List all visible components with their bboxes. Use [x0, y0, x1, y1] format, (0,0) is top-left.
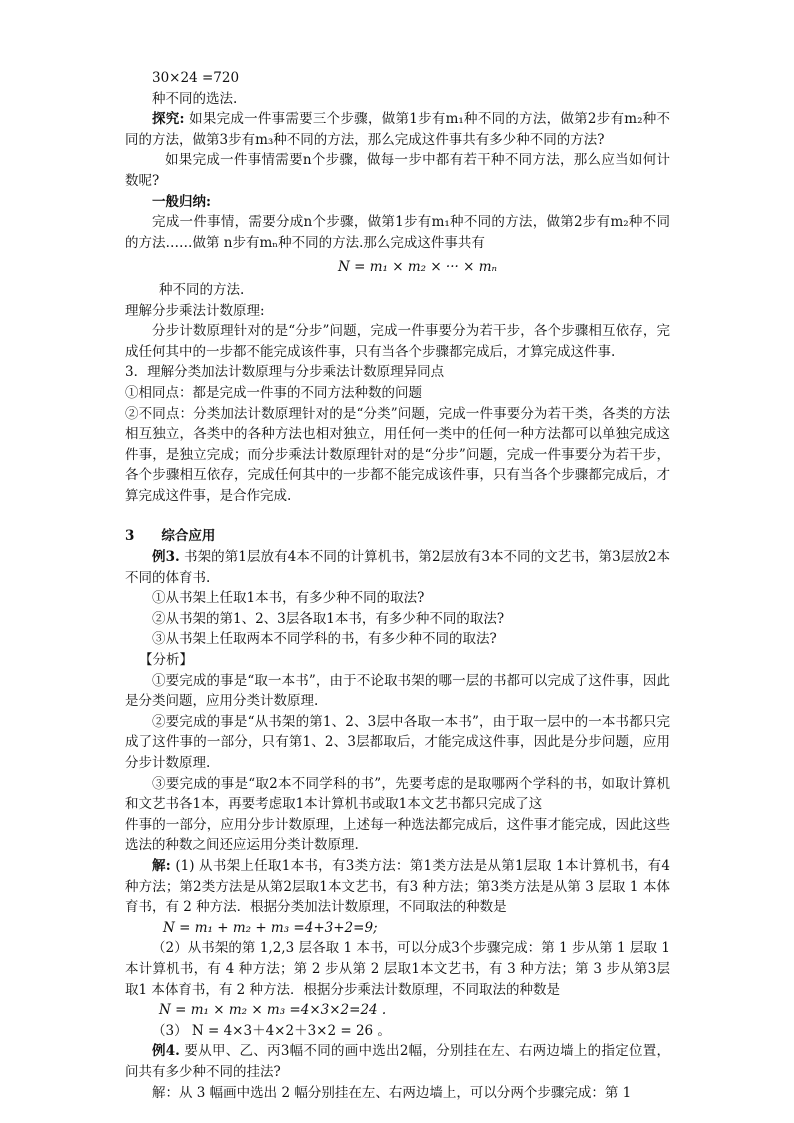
solution-part-3: （3） N = 4×3＋4×2＋3×2 = 26 。 [152, 1022, 391, 1039]
section-heading: 3．理解分类加法计数原理与分步乘法计数原理异同点 [125, 364, 445, 381]
analysis-paragraph-1: ①要完成的事是“取一本书”，由于不论取书架的哪一层的书都可以完成了这件事，因此是分类问题，应用分类计数原理. [125, 672, 670, 710]
section-heading: 理解分步乘法计数原理: [125, 302, 265, 319]
spacer [125, 506, 670, 526]
question-item-3: ③从书架上任取两本不同学科的书，有多少种不同的取法? [152, 631, 497, 648]
explore-label: 探究: [152, 111, 185, 128]
solution-text-1: (1) 从书架上任取1本书，有3类方法：第1类方法是从第1层取 1本计算机书，有4种方法；第2类方法是从第2层取1本文艺书，有3 种方法；第3类方法是从第 3 层取 1 本体育书，有 2 种方法．根据分类加法计数原理，不同取法的种数是 [125, 857, 670, 916]
solution-paragraph-1 [125, 856, 670, 918]
similarity-paragraph: ①相同点：都是完成一件事的不同方法种数的问题 [125, 384, 422, 401]
example3-paragraph [125, 547, 670, 588]
calc-line: 30×24 =720 [152, 70, 240, 86]
example4-paragraph [125, 1041, 670, 1082]
example4-solution: 解：从 3 幅画中选出 2 幅分别挂在左、右两边墙上，可以分两个步骤完成：第 1 [152, 1084, 632, 1101]
example4-text: 要从甲、乙、丙3幅不同的画中选出2幅，分别挂在左、右两边墙上的指定位置，问共有多少种不同的挂法? [125, 1043, 671, 1080]
question-item-2: ②从书架的第1、2、3层各取1本书，有多少种不同的取法? [152, 610, 505, 627]
formula-product-result: N = m₁ × m₂ × m₃ =4×3×2=24 . [159, 1002, 387, 1019]
formula-sum: N = m₁ + m₂ + m₃ =4+3+2=9; [163, 919, 378, 936]
formula-product: N = m₁ × m₂ × ··· × mₙ [338, 259, 497, 276]
section-title-application: 3 综合应用 [125, 528, 216, 545]
analysis-paragraph-2: ②要完成的事是“从书架的第1、2、3层中各取一本书”，由于取一层中的一本书都只完成了这件事的一部分，只有第1、2、3层都取后，才能完成这件事，因此是分步问题，应用分步计数原理. [125, 713, 670, 771]
solution-paragraph-2: （2）从书架的第 1,2,3 层各取 1 本书，可以分成3个步骤完成：第 1 步从第 1 层取 1 本计算机书，有 4 种方法；第 2 步从第 2 层取1本文艺书，有 3 种方法；第 3 步从第3层取1 本体育书，有 2 种方法．根据分步乘法计数原理，不同取法的种数是 [125, 940, 670, 998]
document-body [125, 68, 670, 1103]
question-paragraph: 如果完成一件事情需要n个步骤，做每一步中都有若干种不同方法，那么应当如何计数呢? [125, 152, 670, 189]
text-line: 种不同的选法. [152, 90, 238, 107]
difference-paragraph: ②不同点：分类加法计数原理针对的是“分类”问题，完成一件事要分为若干类，各类的方法相互独立，各类中的各种方法也相对独立，用任何一类中的任何一种方法都可以单独完成这件事，是独立完成；而分步乘法计数原理针对的是“分步”问题，完成一件事要分为若干步，各个步骤相互依存，完成任何其中的一步都不能完成该件事，只有当各个步骤都完成后，才算完成这件事，是合作完成. [125, 405, 670, 504]
analysis-paragraph-3-cont: 件事的一部分，应用分步计数原理，上述每一种选法都完成后，这件事才能完成，因此这些选法的种数之间还应运用分类计数原理. [125, 816, 670, 854]
analysis-paragraph-3: ③要完成的事是“取2本不同学科的书”，先要考虑的是取哪两个学科的书，如取计算机和文艺书各1本，再要考虑取1本计算机书或取1本文艺书都只完成了这 [125, 775, 670, 813]
text-line: 种不同的方法. [159, 281, 245, 298]
explore-paragraph [125, 109, 670, 150]
example4-label: 例4. [152, 1043, 180, 1060]
general-summary-text: 完成一件事情，需要分成n个步骤，做第1步有m₁种不同的方法，做第2步有m₂种不同的方法……做第 n步有mₙ种不同的方法.那么完成这件事共有 [125, 214, 670, 251]
question-item-1: ①从书架上任取1本书，有多少种不同的取法? [152, 590, 425, 607]
general-summary-heading: 一般归纳: [152, 193, 211, 210]
principle-paragraph: 分步计数原理针对的是“分步”问题，完成一件事要分为若干步，各个步骤相互依存，完成任何其中的一步都不能完成该件事，只有当各个步骤都完成后，才算完成这件事. [125, 323, 670, 360]
analysis-heading: 【分析】 [139, 652, 193, 669]
example3-label: 例3. [152, 549, 180, 566]
explore-text: 如果完成一件事需要三个步骤，做第1步有m₁种不同的方法，做第2步有m₂种不同的方法，做第3步有m₃种不同的方法，那么完成这件事共有多少种不同的方法? [125, 111, 671, 148]
example3-text: 书架的第1层放有4本不同的计算机书，第2层放有3本不同的文艺书，第3层放2本不同的体育书. [125, 549, 671, 586]
solution-label: 解: [152, 857, 171, 874]
